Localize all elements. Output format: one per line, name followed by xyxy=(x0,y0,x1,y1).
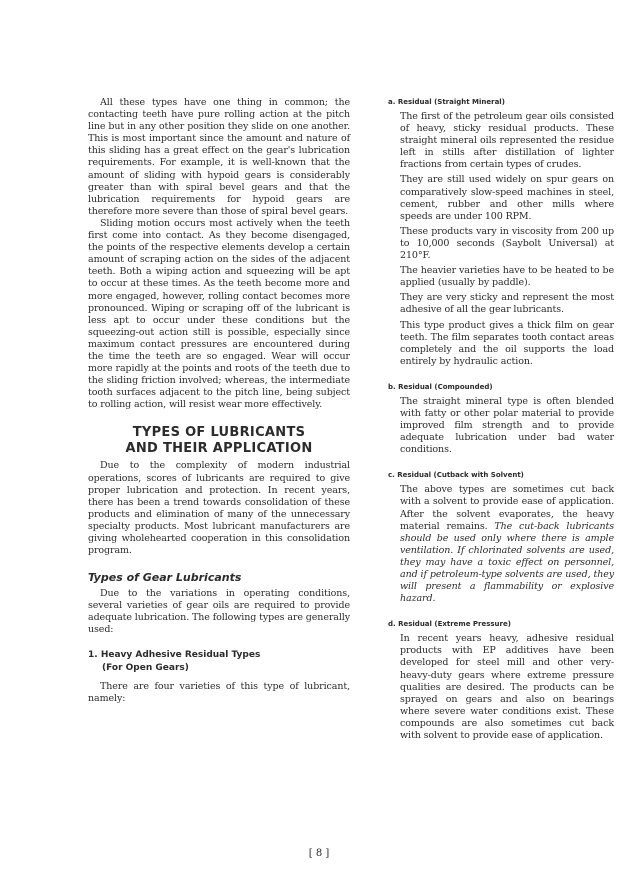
paragraph-complexity: Due to the complexity of modern industrial operations, scores of lubricants are required to give proper lubrication and protection. In recent years, there has been a trend towards consolidation of these products and elimination of many of the unnecessary specialty products. Most lubricant manufacturers are giving wholehearted cooperation in this consolidation program. xyxy=(88,460,350,557)
left-column xyxy=(88,97,350,705)
section-heading xyxy=(88,425,350,457)
paragraph-very-sticky: They are very sticky and represent the most adhesive of all the gear lubricants. xyxy=(400,292,614,316)
section-heading-line1: TYPES OF LUBRICANTS xyxy=(132,425,306,441)
paragraph-first-petroleum: The first of the petroleum gear oils consisted of heavy, sticky residual products. These straight mineral oils represented the residue left in stills after distillation of lighter fractions from certain types of crudes. xyxy=(400,111,614,171)
subheading-types-of-gear-lubricants: Types of Gear Lubricants xyxy=(88,571,242,585)
heading-residual-straight-mineral: a. Residual (Straight Mineral) xyxy=(388,98,505,106)
paragraph-viscosity: These products vary in viscosity from 200 up to 10,000 seconds (Saybolt Universal) at 210°F. xyxy=(400,225,614,262)
heading-residual-cutback: c. Residual (Cutback with Solvent) xyxy=(388,471,524,480)
page-number: [ 8 ] xyxy=(308,848,330,859)
paragraph-pure-rolling: All these types have one thing in common; the contacting teeth have pure rolling action at the pitch line but in any other position they slide on one another. This is most important since the amount and nature of this sliding has a great effect on the gear's lubrication requirements. For example, it is well-known that the amount of sliding with hypoid gears is considerably greater than with spiral bevel gears and that the lubrication requirements for hypoid gears are therefore more severe than those of spiral bevel gears. xyxy=(88,97,350,217)
paragraph-sliding-motion: Sliding motion occurs most actively when the teeth first come into contact. As they become disengaged, the points of the respective elements develop a certain amount of scraping action on the sides of the adjacent teeth. Both a wiping action and squeezing will be apt to occur at these times. As the teeth become more and more engaged, however, rolling contact becomes more pronounced. Wiping or scraping off of the lubricant is less apt to occur under these conditions but the squeezing-out action still is possible, especially since maximum contact pressures are encountered during the time the teeth are so engaged. Wear will occur more rapidly at the points and roots of the teeth due to the sliding friction involved; whereas, the intermediate tooth surfaces adjacent to the pitch line, being subject to rolling action, will resist wear more effectively. xyxy=(88,217,350,411)
cutback-text: The above types are sometimes cut back with a solvent to provide ease of application. After the solvent evaporates, the heavy material remains. xyxy=(400,484,614,532)
heading-residual-compounded: b. Residual (Compounded) xyxy=(388,382,493,391)
numbered-heading-heavy-adhesive xyxy=(88,649,350,675)
heading-residual-extreme-pressure: d. Residual (Extreme Pressure) xyxy=(388,620,511,629)
numbered-heading-line1: 1. Heavy Adhesive Residual Types xyxy=(88,649,261,660)
right-column xyxy=(388,97,614,742)
paragraph-thick-film: This type product gives a thick film on gear teeth. The film separates tooth contact areas completely and the oil supports the load entirely by hydraulic action. xyxy=(400,319,614,367)
section-heading-line2: AND THEIR APPLICATION xyxy=(125,441,313,457)
numbered-heading-line2: (For Open Gears) xyxy=(102,662,189,673)
paragraph-blended: The straight mineral type is often blended with fatty or other polar material to provide improved film strength and to provide adequate lubrication under bad water conditions. xyxy=(400,395,614,456)
cutback-warning: The cut-back lubricants should be used only where there is ample ventilation. If chlorinated solvents are used, they may have a toxic effect on personnel, and if petroleum-type solvents are used, they will present a flammability or explosive hazard. xyxy=(400,520,614,605)
paragraph-variations: Due to the variations in operating conditions, several varieties of gear oils are required to provide adequate lubrication. The following types are generally used: xyxy=(88,588,350,636)
paragraph-cutback xyxy=(400,484,614,605)
paragraph-ep-additives: In recent years heavy, adhesive residual products with EP additives have been developed for steel mill and other very-heavy-duty gears where extreme pressure qualities are desired. The products can be sprayed on gears and also on bearings where severe water conditions exist. These compounds are also sometimes cut back with solvent to provide ease of application. xyxy=(400,633,614,742)
paragraph-heavier-varieties: The heavier varieties have to be heated to be applied (usually by paddle). xyxy=(400,265,614,289)
paragraph-four-varieties: There are four varieties of this type of lubricant, namely: xyxy=(88,680,350,704)
paragraph-still-used: They are still used widely on spur gears on comparatively slow-speed machines in steel, cement, rubber and other mills where speeds are under 100 RPM. xyxy=(400,174,614,222)
